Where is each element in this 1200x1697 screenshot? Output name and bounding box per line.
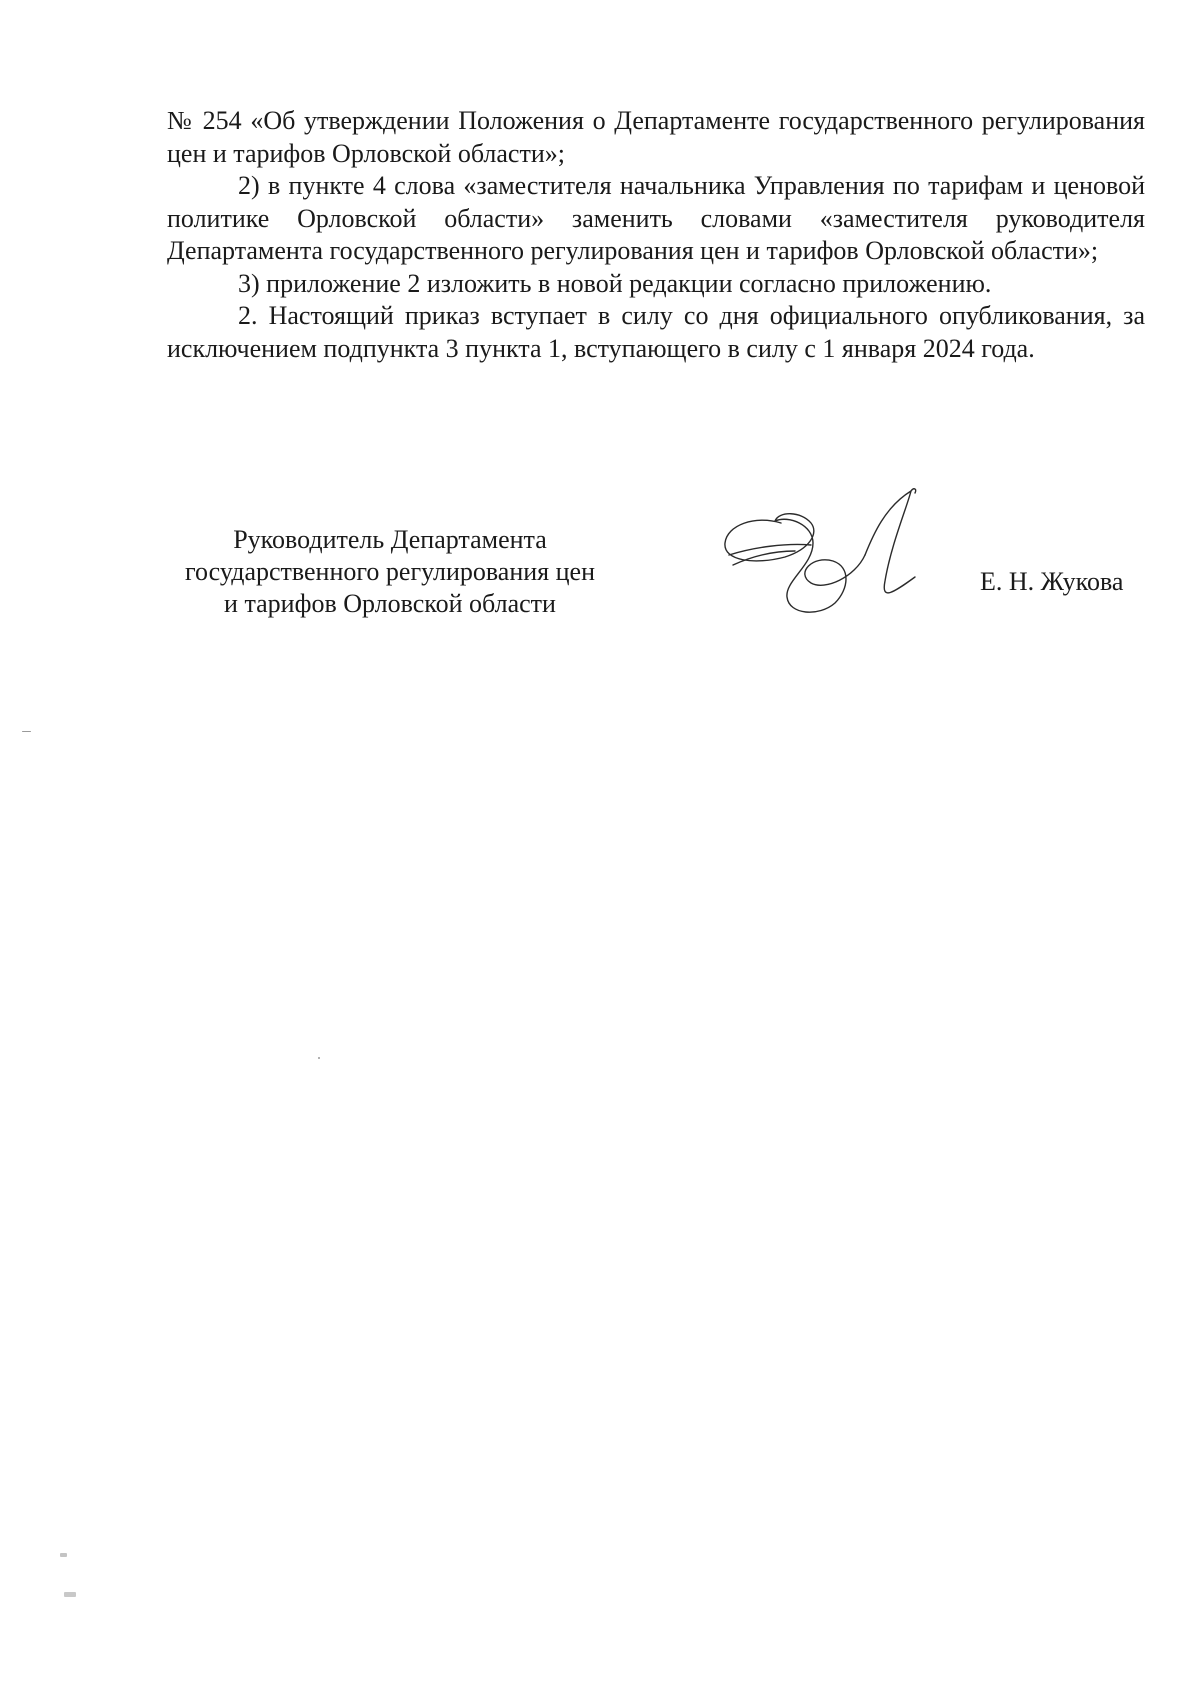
signatory-title: [150, 524, 630, 620]
signatory-title-line-3: и тарифов Орловской области: [224, 589, 556, 618]
signatory-title-line-1: Руководитель Департамента: [233, 525, 547, 554]
scan-speck: [22, 731, 31, 732]
document-body: [167, 105, 1145, 365]
signatory-name: Е. Н. Жукова: [980, 567, 1124, 596]
scan-speck: [318, 1057, 320, 1059]
signatory-title-line-2: государственного регулирования цен: [185, 557, 595, 586]
handwritten-signature: [715, 485, 930, 635]
paragraph-point-2: 2. Настоящий приказ вступает в силу со дня официального опубликования, за исключением подпункта 3 пункта 1, вступающего в силу с 1 января 2024 года.: [167, 301, 1145, 363]
paragraph-continuation: № 254 «Об утверждении Положения о Департаменте государственного регулирования цен и тарифов Орловской области»;: [167, 106, 1145, 168]
scan-speck: [60, 1553, 67, 1557]
paragraph-item-3: 3) приложение 2 изложить в новой редакции согласно приложению.: [238, 268, 992, 298]
scan-speck: [64, 1592, 76, 1597]
paragraph-item-2: 2) в пункте 4 слова «заместителя начальника Управления по тарифам и ценовой политике Орловской области» заменить словами «заместителя руководителя Департамента государственного регулирования цен и тарифов Орловской области»;: [167, 171, 1145, 265]
